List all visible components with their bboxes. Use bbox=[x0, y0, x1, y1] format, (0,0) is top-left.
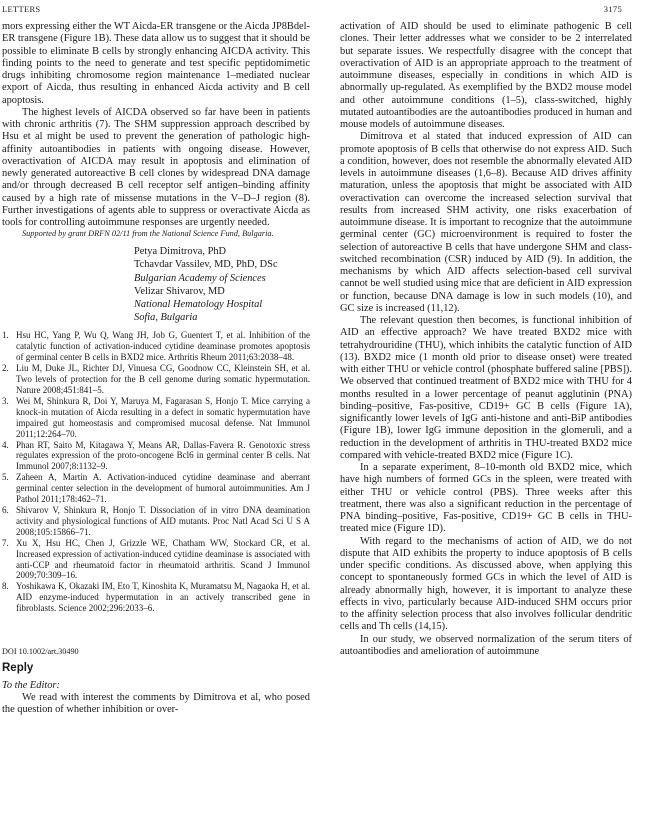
paragraph: In our study, we observed normalization of the serum titers of autoantibodies and amelioration of autoimmune bbox=[340, 633, 632, 657]
signature-block bbox=[134, 245, 310, 324]
running-header: LETTERS bbox=[2, 4, 41, 14]
paragraph: The highest levels of AICDA observed so far have been in patients with chronic arthritis (7). The SHM suppression approach described by Hsu et al might be used to prevent the generation of pathologic high-affinity autoantibodies in patients with ongoing disease. However, overactivation of AICDA may result in apoptosis and elimination of newly generated autoreactive B cell clones by widespread DNA damage and/or through decreased B cell receptor self antigen–binding affinity caused by a high rate of missense mutations in the V–D–J region (8). Further investigations of agents able to suppress or overactivate Aicda as tools for controlling autoimmune responses are urgently needed. bbox=[2, 106, 310, 228]
paragraph: We read with interest the comments by Dimitrova et al, who posed the question of whether inhibition or over- bbox=[2, 691, 310, 716]
paragraph: activation of AID should be used to eliminate pathogenic B cell clones. Their letter addresses what we consider to be 2 interrelated but separate issues. We respectfully disagree with the concept that overactivation of AID is an appropriate approach to the treatment of autoimmune diseases, especially in conditions in which AID is abnormally up-regulated. As exemplified by the BXD2 mouse model and other autoimmune conditions (1–5), class-switched, highly mutated autoantibodies are the autoantibodies produced in human and mouse models of autoimmune diseases. bbox=[340, 21, 632, 130]
acknowledgment: Supported by grant DRFN 02/11 from the National Science Fund, Bulgaria. bbox=[22, 229, 274, 239]
salutation: To the Editor: bbox=[2, 679, 60, 691]
paragraph: The relevant question then becomes, is functional inhibition of AID an effective approach? We have treated BXD2 mice with tetrahydrouridine (THU), which inhibits the catalytic function of AID (13). BXD2 mice (1 month old prior to disease onset) were treated with either THU or vehicle control (phosphate buffered saline [PBS]). We observed that continued treatment of BXD2 mice with THU for 4 months resulted in a lower percentage of peanut agglutinin (PNA) binding–positive, Fas-positive, CD19+ GC B cells (Figure 1A), significantly lower levels of IgG anti-histone and anti-BiP antibodies (Figure 1B), lower IgG immune deposition in the glomeruli, and a reduction in the development of arthritis in THU-treated BXD2 mice compared with vehicle-treated BXD2 mice (Figure 1C). bbox=[340, 315, 632, 461]
left-column bbox=[2, 21, 310, 716]
reference-item: 7. Xu X, Hsu HC, Chen J, Grizzle WE, Chatham WW, Stockard CR, et al. Increased expression of activation-induced cytidine deaminase is associated with anti-CCP and rheumatoid factor in rheumatoid arthritis. Scand J Immunol 2009;70:309–16. bbox=[2, 537, 310, 581]
paragraph: mors expressing either the WT Aicda-ER transgene or the Aicda JP8Bdel-ER transgene (Figure 1B). These data allow us to suggest that it should be possible to eliminate B cells by strongly enhancing AICDA activity. This finding points to the need to generate and test specific peptidomimetic drugs inhibiting chromosome region maintenance 1–mediated nuclear export of Aicda, thus resulting in enhanced Aicda activity and B cell apoptosis. bbox=[2, 21, 311, 106]
reference-list bbox=[2, 330, 310, 614]
reference-item: 4. Phan RT, Saito M, Kitagawa Y, Means AR, Dallas-Favera R. Genotoxic stress regulates expression of the proto-oncogene Bcl6 in germinal center B cells. Nat Immunol 2007;8:1132–9. bbox=[2, 439, 310, 472]
reference-item: 6. Shivarov V, Shinkura R, Honjo T. Dissociation of in vitro DNA deamination activity and physiological functions of AID mutants. Proc Natl Acad Sci U S A 2008;105:15866–71. bbox=[2, 504, 310, 537]
author-name: Velizar Shivarov, MD bbox=[134, 285, 225, 297]
reference-item: 1. Hsu HC, Yang P, Wu Q, Wang JH, Job G, Guentert T, et al. Inhibition of the catalytic function of activation-induced cytidine deaminase promotes apoptosis of germinal center B cells in BXD2 mice. Arthritis Rheum 2011;63:2038–48. bbox=[2, 330, 310, 363]
section-heading: Reply bbox=[2, 662, 34, 675]
paragraph: Dimitrova et al stated that induced expression of AID can promote apoptosis of B cells that otherwise do not express AID. Such a condition, however, does not resemble the abnormally elevated AID levels in autoimmune diseases (1,6–8). Because AID drives affinity maturation, unless the apoptosis that might be associated with AID overactivation can overcome the increased selection survival that results from increased SHM activity, one risks exacerbation of autoimmune disease. It is important to recognize that the autoimmune germinal center (GC) microenvironment is required to foster the selection of autoreactive B cells that have undergone SHM and class-switched recombination (CSR) induced by AID (9). In addition, the mechanisms by which AID affects selection-based cell survival cannot be well studied using mice that are deficient in AID expression or function, because DNA damage is low in such models (10), and GC size is increased (11,12). bbox=[340, 131, 632, 314]
author-name: Petya Dimitrova, PhD bbox=[134, 246, 227, 258]
doi: DOI 10.1002/art.30490 bbox=[2, 647, 79, 657]
paragraph: In a separate experiment, 8–10-month old BXD2 mice, which have high numbers of formed GCs in the spleen, were treated with either THU or vehicle control (PBS). Three weeks after this treatment, there was also a significant reduction in the percentage of PNA binding–positive, Fas-positive, CD19+ GC B cells in THU-treated mice (Figure 1D). bbox=[340, 462, 632, 535]
reference-item: 3. Wei M, Shinkura R, Doi Y, Maruya M, Fagarasan S, Honjo T. Mice carrying a knock-in mutation of Aicda resulting in a defect in somatic hypermutation have impaired gut homeostasis and compromised mucosal defense. Nat Immunol 2011;12:264–70. bbox=[2, 395, 310, 439]
reference-item: 8. Yoshikawa K, Okazaki IM, Eto T, Kinoshita K, Muramatsu M, Nagaoka H, et al. AID enzyme-induced hypermutation in an actively transcribed gene in fibroblasts. Science 2002;296:2033–6. bbox=[2, 581, 310, 614]
affiliation: Bulgarian Academy of Sciences bbox=[134, 272, 266, 284]
page-number: 3175 bbox=[603, 4, 622, 14]
reference-item: 2. Liu M, Duke JL, Richter DJ, Vinuesa CG, Goodnow CC, Kleinstein SH, et al. Two levels of protection for the B cell genome during somatic hypermutation. Nature 2008;451:841–5. bbox=[2, 363, 310, 395]
author-name: Tchavdar Vassilev, MD, PhD, DSc bbox=[134, 259, 278, 271]
location: Sofia, Bulgaria bbox=[134, 312, 198, 324]
paragraph: With regard to the mechanisms of action of AID, we do not dispute that AID exhibits the property to induce apoptosis of B cells under specific conditions. As discussed above, when applying this concept to spontaneously formed GCs in which the level of AID is already abnormally high, however, it is important to analyze these effects in vivo, particularly because AID-induced SHM occurs prior to the affinity selection process that also involves follicular dendritic cells and Th cells (14,15). bbox=[340, 535, 632, 633]
affiliation: National Hematology Hospital bbox=[134, 299, 263, 311]
right-column bbox=[340, 21, 632, 658]
reference-item: 5. Zaheen A, Martin A. Activation-induced cytidine deaminase and aberrant germinal center selection in the development of humoral autoimmunities. Am J Pathol 2011;178:462–71. bbox=[2, 472, 310, 505]
